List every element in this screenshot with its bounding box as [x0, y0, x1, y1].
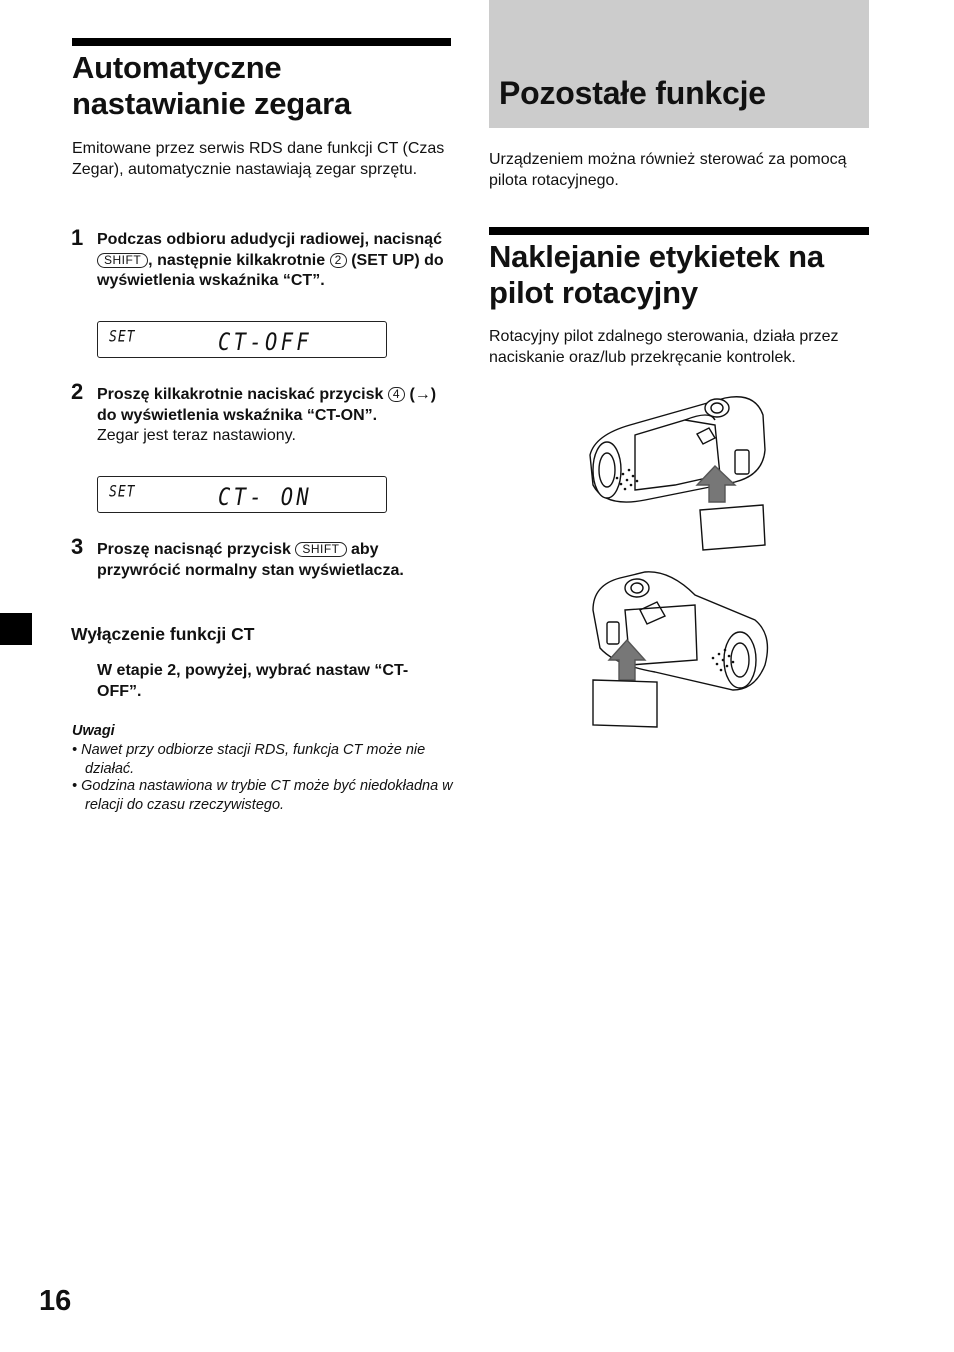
note-2: • Godzina nastawiona w trybie CT może być niedokładna w relacji do czasu rzeczywistego. — [72, 778, 453, 813]
step-2-text: Proszę kilkakrotnie naciskać przycisk 4 (→) do wyświetlenia wskaźnika “CT-ON”. Zegar jest teraz nastawiony. — [97, 386, 437, 444]
section-tab-marker — [0, 613, 32, 645]
right-arrow-icon: → — [414, 386, 431, 403]
lcd-display-ct-on — [97, 476, 387, 513]
banner-text: Urządzeniem można również sterować za pomocą pilota rotacyjnego. — [489, 151, 847, 189]
section-banner-title: Pozostałe funkcje — [499, 75, 766, 111]
page-number: 16 — [39, 1285, 72, 1317]
step-3-number: 3 — [71, 534, 84, 559]
step-1-text: Podczas odbioru adudycji radiowej, nacisnąć SHIFT , następnie kilkakrotnie 2 (SET UP) do wyświetlenia wskaźnika “CT”. — [97, 231, 444, 289]
step-2-number: 2 — [71, 379, 84, 404]
lcd-display-ct-off — [97, 321, 387, 358]
left-heading-rule — [72, 38, 451, 46]
shift-key: SHIFT — [295, 542, 346, 557]
left-intro: Emitowane przez serwis RDS dane funkcji CT (Czas Zegar), automatycznie nastawiają zegar sprzętu. — [72, 140, 445, 178]
step-1-number: 1 — [71, 225, 84, 250]
key-2: 2 — [330, 253, 347, 268]
step-3-text: Proszę nacisnąć przycisk SHIFT aby przywrócić normalny stan wyświetlacza. — [97, 541, 404, 579]
subheading: Wyłączenie funkcji CT — [71, 624, 255, 644]
shift-key: SHIFT — [97, 253, 148, 268]
key-4: 4 — [388, 387, 405, 402]
right-heading-rule — [489, 227, 869, 235]
lcd-set-label: SET — [109, 328, 136, 347]
note-1: • Nawet przy odbiorze stacji RDS, funkcja CT może nie działać. — [72, 742, 426, 777]
subsection-text: W etapie 2, powyżej, wybrać nastaw “CT-OFF”. — [97, 662, 409, 700]
right-heading: Naklejanie etykietek na pilot rotacyjny — [489, 239, 824, 310]
rotary-commander-illustration — [585, 390, 775, 735]
step-2-plain: Zegar jest teraz nastawiony. — [97, 427, 296, 444]
right-text: Rotacyjny pilot zdalnego sterowania, działa przez naciskanie oraz/lub przekręcanie kontrolek. — [489, 328, 839, 366]
lcd-set-label: SET — [109, 483, 136, 502]
left-heading: Automatyczne nastawianie zegara — [72, 50, 351, 121]
lcd-value: CT-OFF — [218, 328, 313, 356]
notes-title: Uwagi — [72, 723, 115, 739]
lcd-value: CT- ON — [218, 483, 313, 511]
